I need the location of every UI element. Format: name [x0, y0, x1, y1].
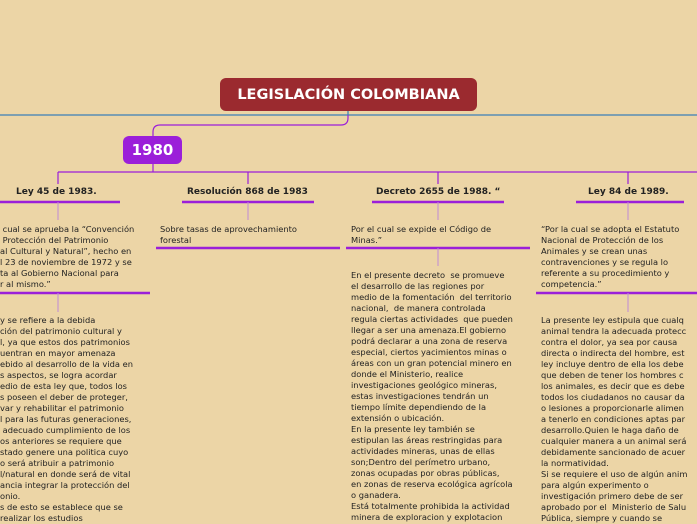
note-ley-84-body[interactable]: La presente ley estipula que cualq animal tendra la adecuada protecc contra el dolor, ya sea por causa directa o indirecta del hombre, est ley incluye dentro de ella los debe que deben de tener los hombres c los animales, es decir que es debe todos los ciudadanos no causar da o lesiones a proporcionarle alimen a tenerlo en condiciones aptas par desarrollo.Quien le haga daño de cualquier manera a un animal será debidamente sancionado de acuer la normatividad. Si se requiere el uso de algún anim para algún experimento o investigación primero debe de ser aprobado por el Ministerio de Salu Pública, siempre y cuando se: [541, 315, 688, 523]
branch-label-decreto-2655[interactable]: Decreto 2655 de 1988. “: [376, 187, 501, 197]
note-ley-45-body[interactable]: y se refiere a la debida ción del patrimonio cultural y l, ya que estos dos patrimonios uentran en mayor amenaza ebido al desarrollo de la vida en s aspectos, se logra acordar edio de esta ley que, todos los s poseen el deber de proteger, var y rehabilitar el patrimonio l para las futuras generaciones, adecuado cumplimiento de los os anteriores se requiere que stado genere una politica cuyo o será atribuir a patrimonio l/natural en donde será de vital ancia integrar la protección del onio. s de esto se establece que se realizar los estudios: [0, 315, 133, 523]
branch-label-ley-84[interactable]: Ley 84 de 1989.: [588, 187, 669, 197]
branch-label-resolucion-868[interactable]: Resolución 868 de 1983: [187, 187, 308, 197]
note-decreto-2655-body[interactable]: En el presente decreto se promueve el desarrollo de las regiones por medio de la fomentación del territorio nacional, de manera controlada regula ciertas actividades que pueden llegar a ser una amenaza.El gobierno podrá declarar a una zona de reserva especial, ciertos yacimientos minas o áreas con un gran potencial minero en donde el Ministerio, realice investigaciones geológico mineras, estas investigaciones tendrán un tiempo límite dependiendo de la extensión o ubicación. En la presente ley también se estipulan las áreas restringidas para actividades mineras, unas de ellas son;Dentro del perímetro urbano, zonas ocupadas por obras públicas, en zonas de reserva ecológica agrícola o ganadera. Está totalmente prohibida la actividad minera de exploracion y explotacion: [351, 270, 513, 522]
note-decreto-2655-title[interactable]: Por el cual se expide el Código de Minas.”: [351, 224, 492, 245]
note-ley-45-title[interactable]: cual se aprueba la “Convención Protección del Patrimonio al Cultural y Natural”, hecho en l 23 de noviembre de 1972 y se ta al Gobierno Nacional para r al mismo.”: [0, 224, 135, 289]
note-ley-84-title[interactable]: “Por la cual se adopta el Estatuto Nacional de Protección de los Animales y se crean unas contravenciones y se regula lo referente a su procedimiento y competencia.”: [541, 224, 680, 289]
branch-label-ley-45[interactable]: Ley 45 de 1983.: [16, 187, 97, 197]
root-topic[interactable]: LEGISLACIÓN COLOMBIANA: [220, 78, 477, 111]
note-resolucion-868[interactable]: Sobre tasas de aprovechamiento forestal: [160, 224, 297, 245]
year-connector: [153, 115, 348, 136]
year-topic[interactable]: 1980: [123, 136, 182, 164]
